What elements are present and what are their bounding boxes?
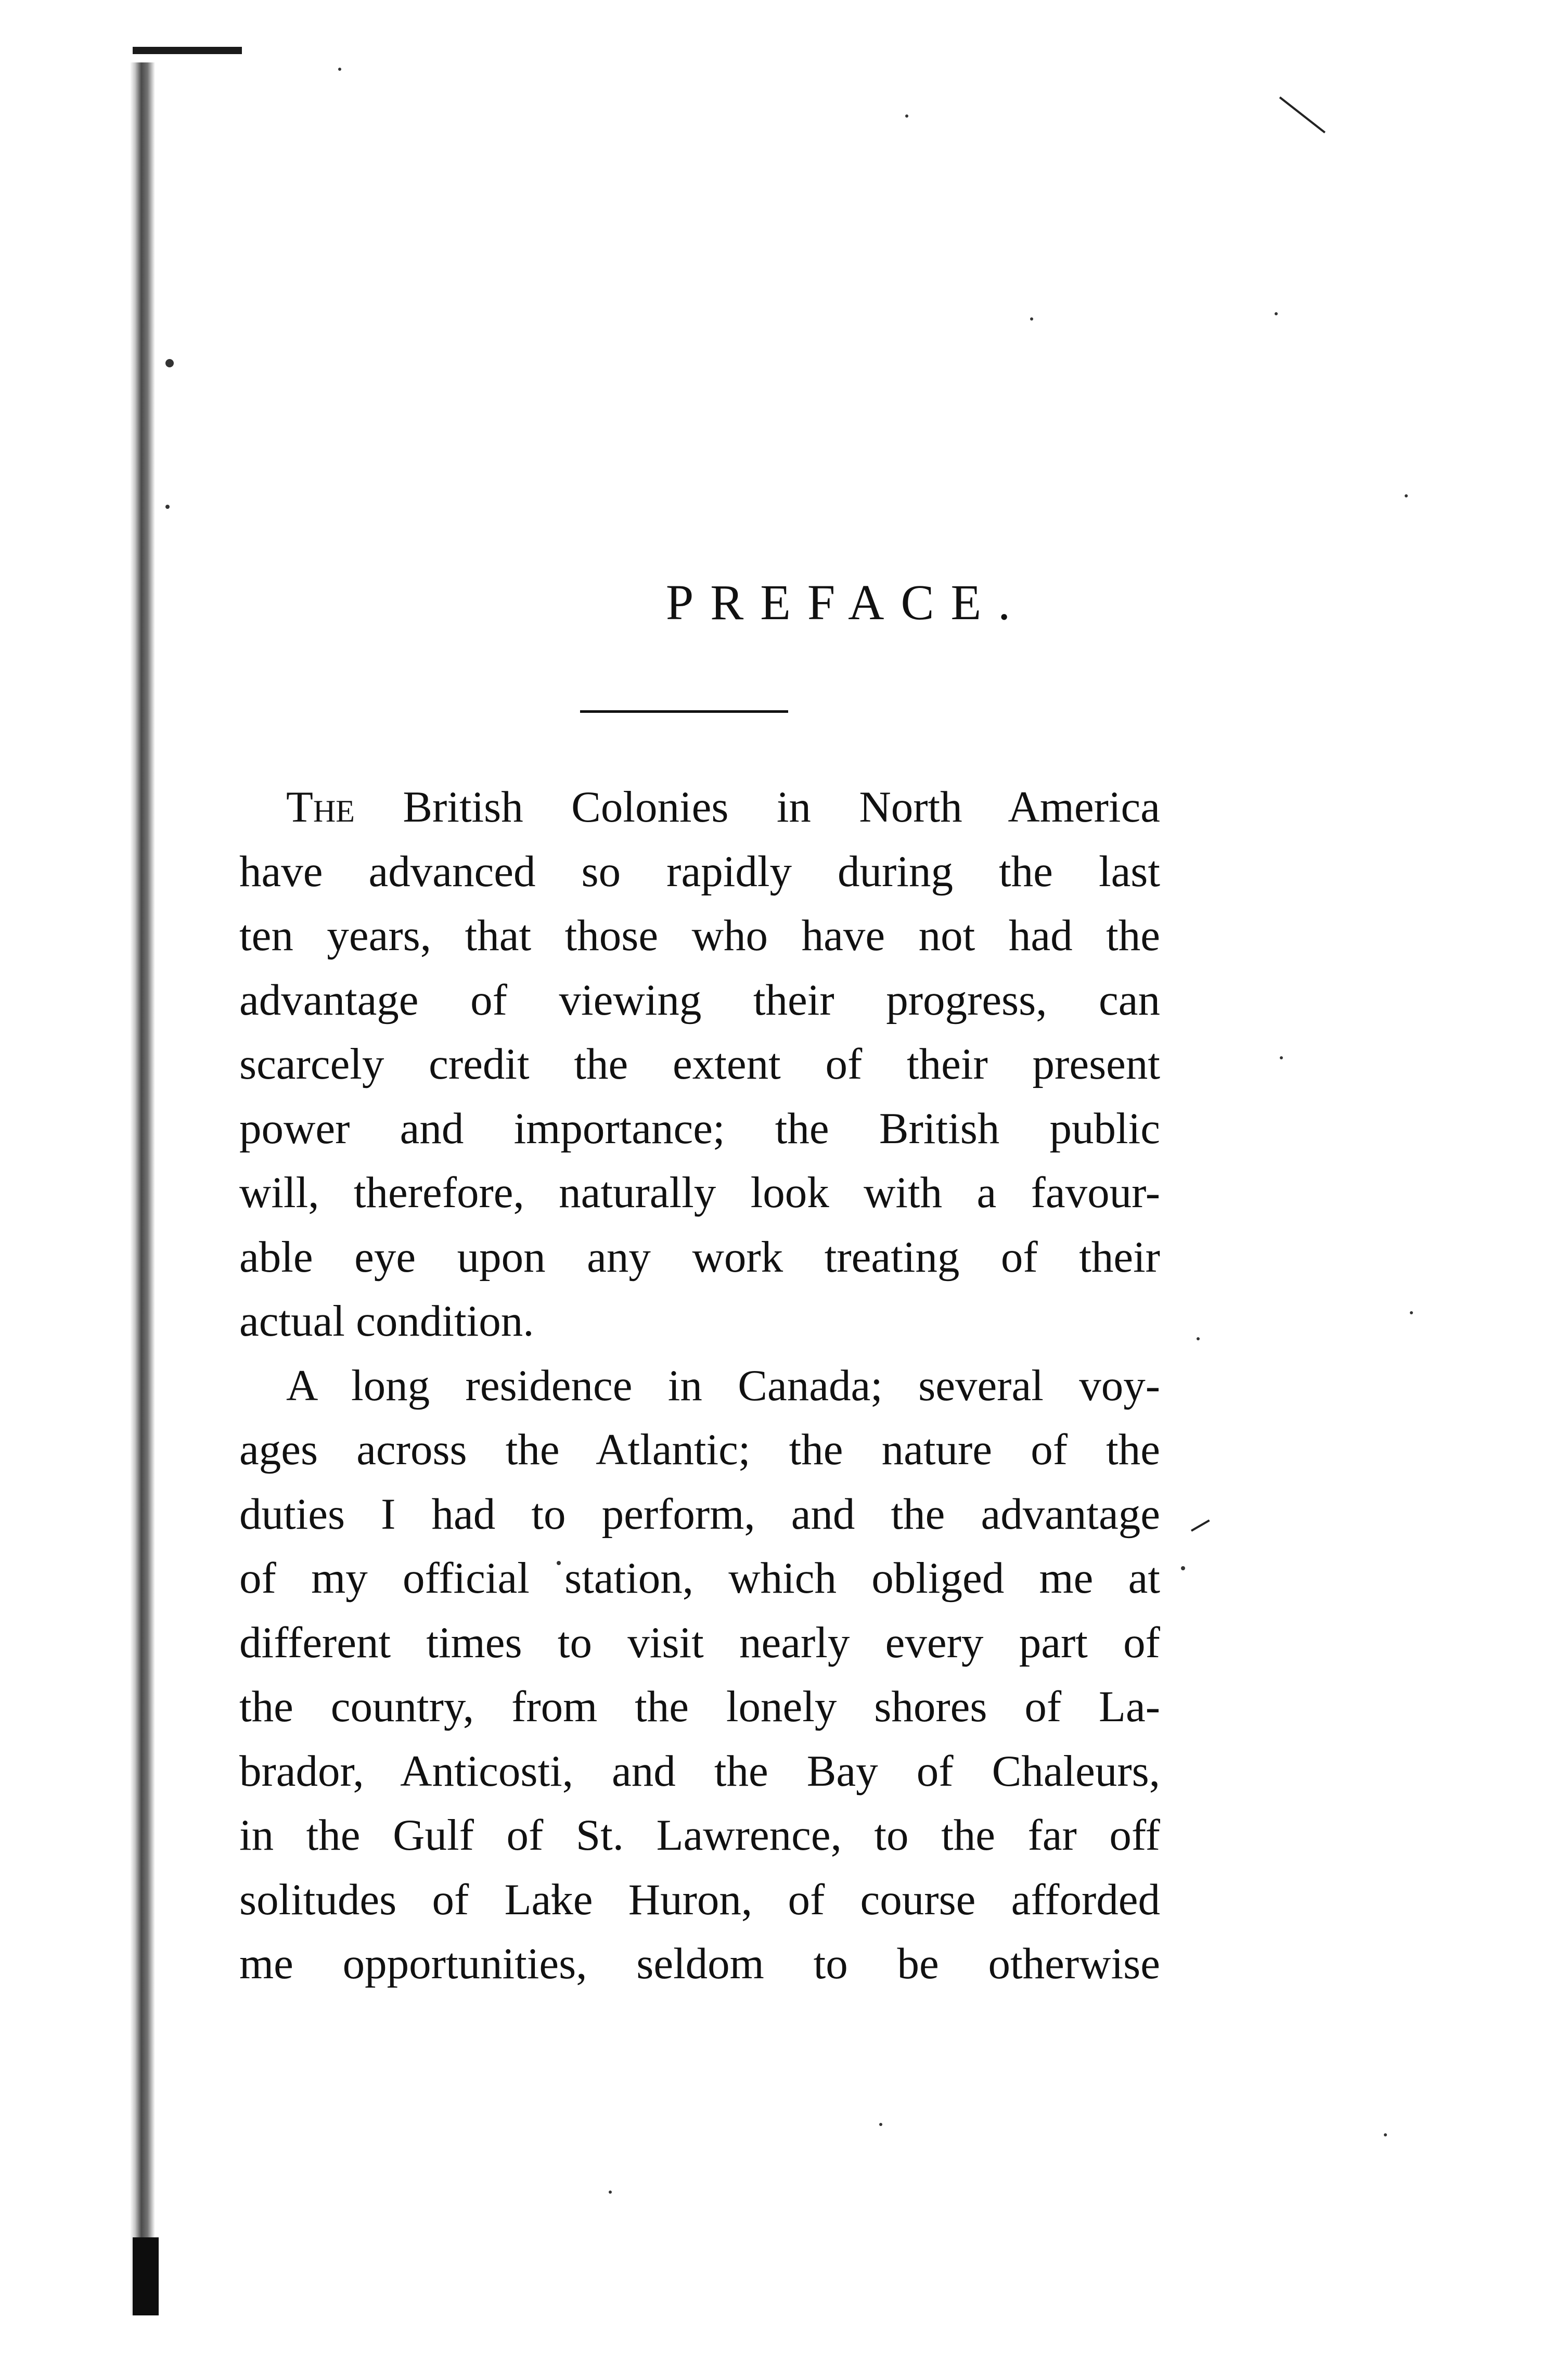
scan-speck: [1405, 494, 1408, 497]
text-line: scarcely credit the extent of their present: [239, 1040, 1160, 1089]
scan-speck: [905, 114, 908, 118]
text-line-content: British Colonies in North America: [354, 783, 1160, 831]
text-line: actual condition.: [239, 1297, 534, 1346]
text-line: duties I had to perform, and the advantage: [239, 1489, 1160, 1539]
text-line: will, therefore, naturally look with a favour-: [239, 1168, 1160, 1217]
opening-word: The: [286, 783, 355, 831]
text-line: different times to visit nearly every part of: [239, 1618, 1160, 1667]
body-text: [239, 775, 1160, 1996]
text-line: ten years, that those who have not had the: [239, 911, 1160, 960]
text-line: able eye upon any work treating of their: [239, 1232, 1160, 1282]
scan-speck: [1181, 1566, 1185, 1570]
scan-speck: [1275, 312, 1278, 315]
text-line: in the Gulf of St. Lawrence, to the far off: [239, 1811, 1160, 1860]
scan-speck: [338, 68, 341, 71]
scan-speck: [165, 505, 170, 509]
scan-speck: [1384, 2133, 1387, 2136]
scan-speck: [1410, 1311, 1413, 1314]
text-line: brador, Anticosti, and the Bay of Chaleurs,: [239, 1746, 1160, 1796]
scan-speck: [609, 2191, 612, 2194]
text-line: the country, from the lonely shores of La-: [239, 1682, 1160, 1731]
text-line: A long residence in Canada; several voy-: [286, 1361, 1160, 1410]
text-line: ages across the Atlantic; the nature of the: [239, 1425, 1160, 1474]
page-title: PREFACE.: [665, 574, 1027, 630]
text-line: power and importance; the British public: [239, 1104, 1160, 1153]
binding-mark-top: [133, 47, 242, 54]
scan-speck: [165, 359, 174, 367]
binding-edge: [130, 62, 155, 2315]
text-line: [239, 775, 1160, 840]
scan-speck: [879, 2123, 882, 2126]
text-line: solitudes of Lake Huron, of course afforded: [239, 1875, 1160, 1924]
text-line: me opportunities, seldom to be otherwise: [239, 1939, 1160, 1988]
scan-speck: [1280, 1056, 1283, 1059]
text-line: advantage of viewing their progress, can: [239, 975, 1160, 1025]
scan-speck: [1030, 317, 1033, 321]
title-rule: [580, 710, 788, 713]
scan-speck: [1197, 1337, 1200, 1340]
text-line: of my official station, which obliged me at: [239, 1554, 1160, 1603]
scan-stroke: [1279, 96, 1326, 133]
scan-stroke: [1191, 1519, 1210, 1531]
text-line: have advanced so rapidly during the last: [239, 847, 1160, 896]
binding-mark-bottom: [133, 2237, 159, 2315]
